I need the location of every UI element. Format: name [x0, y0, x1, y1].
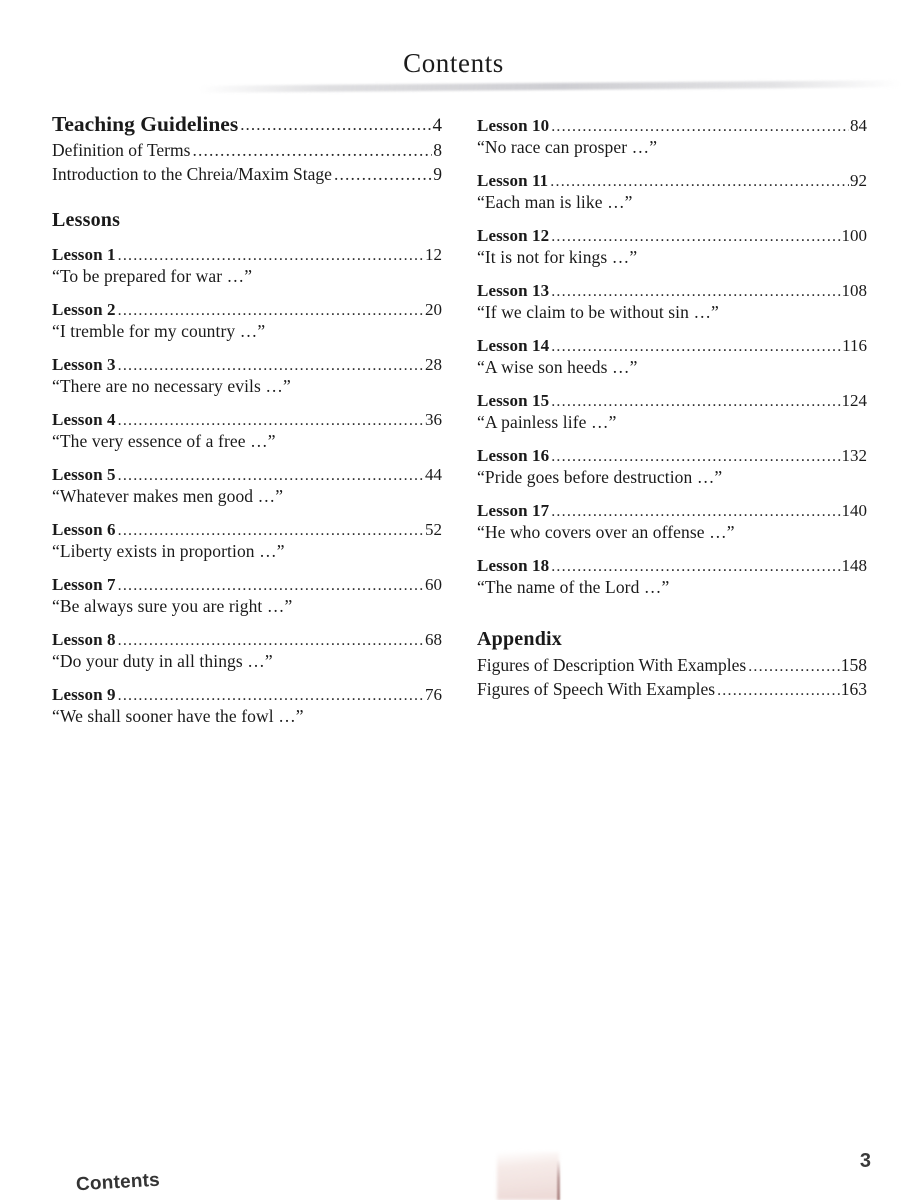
toc-lesson-block: [477, 501, 867, 543]
dot-leader: [118, 687, 424, 705]
toc-lesson-block: [52, 465, 442, 507]
toc-lesson-quote: “Liberty exists in proportion …”: [52, 541, 285, 561]
toc-entry-page: 76: [425, 685, 442, 704]
toc-lesson-block: [477, 391, 867, 433]
toc-entry-label: Lesson 7: [52, 575, 116, 594]
toc-entry-label: Lesson 14: [477, 336, 550, 355]
toc-entry-page: 36: [425, 410, 442, 429]
toc-lesson-quote: “To be prepared for war …”: [52, 266, 253, 286]
toc-entry-label: Lesson 15: [477, 391, 550, 410]
toc-entry-page: 158: [840, 655, 867, 675]
toc-entry-page: 140: [841, 501, 867, 520]
toc-entry-page: 148: [841, 556, 867, 575]
dot-leader: [334, 164, 432, 185]
toc-entry-lesson-8[interactable]: [52, 630, 442, 650]
toc-entry-lesson-9[interactable]: [52, 685, 442, 705]
toc-entry-page: 124: [841, 391, 867, 410]
toc-lesson-block: [477, 281, 867, 323]
dot-leader: [551, 393, 840, 411]
dot-leader: [551, 448, 840, 466]
toc-entry-lesson-16[interactable]: [477, 446, 867, 466]
toc-entry-lesson-12[interactable]: [477, 226, 867, 246]
toc-entry-introduction-chreia-maxim-stage[interactable]: [52, 164, 442, 185]
toc-lesson-quote: “Whatever makes men good …”: [52, 486, 284, 506]
toc-lesson-block: [477, 556, 867, 598]
dot-leader: [551, 283, 840, 301]
toc-entry-page: 4: [432, 115, 442, 136]
toc-entry-page: 9: [433, 164, 442, 184]
toc-entry-lesson-1[interactable]: [52, 245, 442, 265]
toc-entry-page: 68: [425, 630, 442, 649]
toc-entry-label: Lesson 5: [52, 465, 116, 484]
dot-leader: [118, 247, 424, 265]
toc-entry-label: Lesson 17: [477, 501, 550, 520]
toc-lesson-block: [52, 245, 442, 287]
toc-entry-page: 132: [841, 446, 867, 465]
toc-lesson-block: [52, 630, 442, 672]
toc-entry-lesson-10[interactable]: [477, 116, 867, 136]
dot-leader: [550, 173, 849, 191]
toc-lesson-quote: “The very essence of a free …”: [52, 431, 276, 451]
toc-entry-figures-of-speech[interactable]: [477, 679, 867, 700]
toc-entry-page: 44: [425, 465, 442, 484]
toc-entry-page: 28: [425, 355, 442, 374]
toc-entry-label: Lesson 3: [52, 355, 116, 374]
toc-entry-label: Lesson 8: [52, 630, 116, 649]
toc-entry-page: 108: [841, 281, 867, 300]
toc-entry-label: Lesson 16: [477, 446, 550, 465]
dot-leader: [118, 302, 424, 320]
section-heading-appendix: Appendix: [477, 628, 562, 650]
toc-lesson-quote: “Be always sure you are right …”: [52, 596, 293, 616]
toc-lesson-quote: “No race can prosper …”: [477, 137, 658, 157]
toc-lesson-quote: “It is not for kings …”: [477, 247, 638, 267]
toc-entry-label: Lesson 18: [477, 556, 550, 575]
toc-entry-lesson-11[interactable]: [477, 171, 867, 191]
toc-entry-teaching-guidelines[interactable]: [52, 112, 442, 137]
toc-entry-page: 116: [842, 336, 867, 355]
toc-lesson-quote: “He who covers over an offense …”: [477, 522, 735, 542]
toc-entry-page: 12: [425, 245, 442, 264]
toc-entry-lesson-4[interactable]: [52, 410, 442, 430]
toc-lesson-block: [52, 300, 442, 342]
dot-leader: [551, 338, 841, 356]
dot-leader: [118, 577, 424, 595]
toc-lesson-quote: “There are no necessary evils …”: [52, 376, 291, 396]
dot-leader: [717, 682, 840, 700]
toc-entry-label: Teaching Guidelines: [52, 112, 239, 136]
toc-entry-page: 52: [425, 520, 442, 539]
toc-entry-label: Definition of Terms: [52, 140, 191, 160]
page-title: Contents: [403, 48, 504, 78]
toc-entry-label: Lesson 1: [52, 245, 116, 264]
toc-lesson-quote: “If we claim to be without sin …”: [477, 302, 719, 322]
toc-lesson-block: [52, 685, 442, 727]
toc-entry-lesson-15[interactable]: [477, 391, 867, 411]
toc-entry-lesson-7[interactable]: [52, 575, 442, 595]
dot-leader: [551, 228, 840, 246]
toc-entry-label: Introduction to the Chreia/Maxim Stage: [52, 164, 332, 184]
dot-leader: [118, 632, 424, 650]
toc-entry-definition-of-terms[interactable]: [52, 140, 442, 161]
toc-lesson-quote: “A wise son heeds …”: [477, 357, 638, 377]
dot-leader: [118, 412, 424, 430]
toc-entry-label: Lesson 13: [477, 281, 550, 300]
toc-entry-page: 60: [425, 575, 442, 594]
toc-entry-page: 100: [841, 226, 867, 245]
toc-lesson-block: [477, 336, 867, 378]
dot-leader: [551, 503, 840, 521]
toc-lesson-quote: “Do your duty in all things …”: [52, 651, 273, 671]
dot-leader: [240, 115, 431, 135]
toc-lesson-block: [52, 355, 442, 397]
toc-entry-page: 84: [850, 116, 867, 135]
toc-lesson-block: [52, 575, 442, 617]
toc-lesson-quote: “A painless life …”: [477, 412, 617, 432]
toc-lesson-quote: “The name of the Lord …”: [477, 577, 670, 597]
toc-entry-label: Lesson 11: [477, 171, 549, 190]
toc-lesson-block: [52, 520, 442, 562]
footer-page-number: 3: [859, 1150, 871, 1172]
toc-lesson-block: [477, 226, 867, 268]
toc-lesson-block: [477, 446, 867, 488]
toc-entry-label: Figures of Description With Examples: [477, 655, 747, 675]
toc-entry-figures-of-description[interactable]: [477, 655, 867, 676]
toc-entry-label: Lesson 10: [477, 116, 550, 135]
toc-lesson-quote: “Each man is like …”: [477, 192, 633, 212]
footer-running-head: Contents: [75, 1169, 161, 1196]
section-heading-lessons: Lessons: [52, 209, 121, 231]
toc-entry-lesson-3[interactable]: [52, 355, 442, 375]
dot-leader: [118, 522, 424, 540]
toc-entry-page: 92: [850, 171, 867, 190]
toc-entry-label: Lesson 6: [52, 520, 116, 539]
toc-lesson-quote: “I tremble for my country …”: [52, 321, 266, 341]
toc-right-column: [477, 112, 867, 700]
toc-lesson-quote: “Pride goes before destruction …”: [477, 467, 723, 487]
toc-entry-label: Lesson 4: [52, 410, 116, 429]
dot-leader: [551, 118, 849, 136]
toc-entry-lesson-6[interactable]: [52, 520, 442, 540]
dot-leader: [118, 357, 424, 375]
dot-leader: [551, 558, 840, 576]
toc-entry-lesson-5[interactable]: [52, 465, 442, 485]
toc-entry-page: 163: [840, 679, 867, 699]
toc-entry-lesson-2[interactable]: [52, 300, 442, 320]
toc-entry-lesson-17[interactable]: [477, 501, 867, 521]
dot-leader: [192, 140, 432, 161]
scan-artifact-band: [200, 80, 900, 92]
toc-entry-lesson-18[interactable]: [477, 556, 867, 576]
toc-left-column: [52, 112, 442, 727]
toc-lesson-block: [52, 410, 442, 452]
toc-entry-label: Lesson 12: [477, 226, 550, 245]
toc-entry-lesson-13[interactable]: [477, 281, 867, 301]
toc-entry-lesson-14[interactable]: [477, 336, 867, 356]
toc-entry-label: Lesson 2: [52, 300, 116, 319]
scan-artifact-smudge: [497, 1152, 559, 1200]
toc-entry-label: Lesson 9: [52, 685, 116, 704]
toc-entry-page: 8: [433, 140, 442, 160]
dot-leader: [748, 658, 840, 676]
toc-entry-label: Figures of Speech With Examples: [477, 679, 716, 699]
toc-lesson-quote: “We shall sooner have the fowl …”: [52, 706, 304, 726]
toc-entry-page: 20: [425, 300, 442, 319]
toc-lesson-block: [477, 171, 867, 213]
dot-leader: [118, 467, 424, 485]
toc-lesson-block: [477, 116, 867, 158]
scan-artifact-smudge-edge: [557, 1160, 560, 1200]
